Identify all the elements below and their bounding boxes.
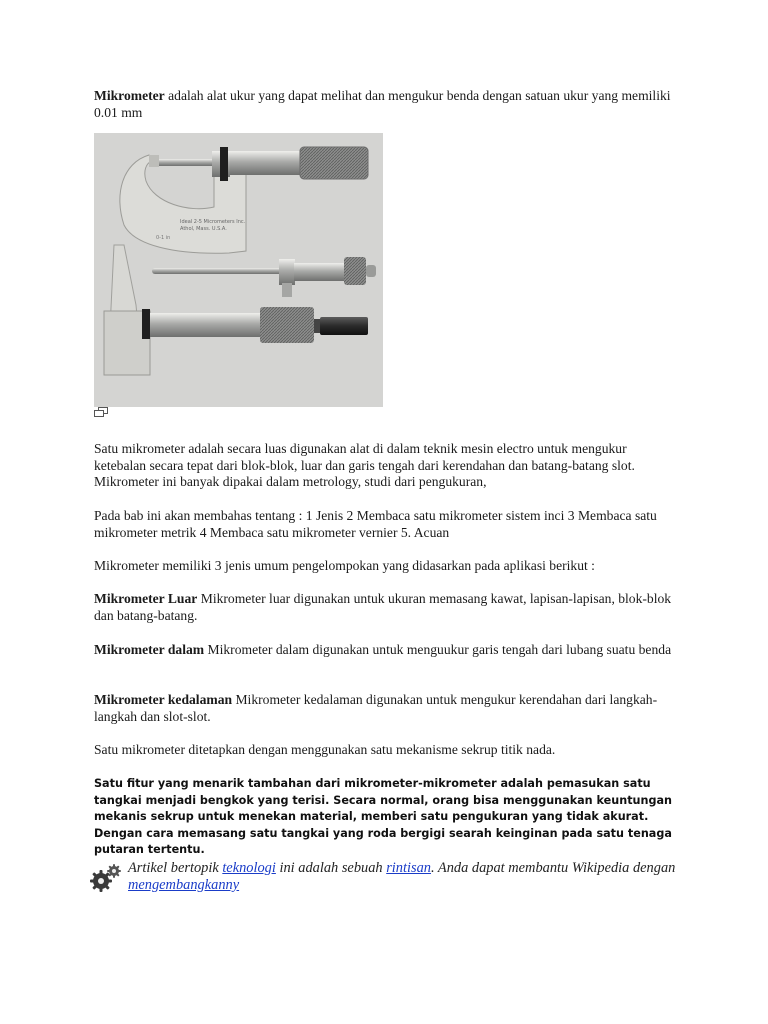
link-mengembangkan[interactable]: mengembangkanny	[128, 877, 240, 893]
text-dalam: Mikrometer dalam digunakan untuk menguukur garis tengah dari lubang suatu benda	[204, 642, 672, 657]
paragraph-5: Satu fitur yang menarik tambahan dari mikrometer-mikrometer adalah pemasukan satu tangkai menjadi bengkok yang terisi. Secara normal, orang bisa menggunakan keuntungan mekanis sekrup untuk menekan material, memberi satu pengukuran yang tidak akurat. Dengan cara memasang satu tangkai yang roda bergigi searah keinginan pada satu tenaga putaran tertentu.	[94, 777, 673, 856]
text-kedalaman: Mikrometer kedalaman digunakan untuk mengukur kerendahan dari langkah-langkah dan slot-slot.	[94, 692, 658, 724]
caliper-text-1: Ideal 2-5 Micrometers Inc.	[180, 219, 246, 225]
caliper-text-2: Athol, Mass. U.S.A.	[180, 226, 227, 232]
term-luar: Mikrometer Luar	[94, 591, 198, 606]
paragraph-dalam	[94, 642, 679, 659]
image-placeholder-icon	[94, 407, 108, 417]
micrometer-illustration	[94, 133, 383, 407]
text-luar: Mikrometer luar digunakan untuk ukuran memasang kawat, lapisan-lapisan, blok-blok dan batang-batang.	[94, 591, 672, 623]
micrometer-photo	[94, 133, 383, 407]
intro-text: adalah alat ukur yang dapat melihat dan mengukur benda dengan satuan ukur yang memiliki 0.01 mm	[94, 88, 671, 120]
link-teknologi[interactable]: teknologi	[222, 860, 276, 876]
gears-icon	[90, 862, 122, 894]
paragraph-2: Pada bab ini akan membahas tentang : 1 Jenis 2 Membaca satu mikrometer sistem inci 3 Membaca satu mikrometer metrik 4 Membaca satu mikrometer vernier 5. Acuan	[94, 508, 657, 540]
stub-notice	[90, 860, 690, 900]
paragraph-1: Satu mikrometer adalah secara luas digunakan alat di dalam teknik mesin electro untuk mengukur ketebalan secara tepat dari blok-blok, luar dan garis tengah dari kerendahan dan batang-batang slot. Mikrometer ini banyak dipakai dalam metrology, studi dari pengukuran,	[94, 441, 635, 489]
paragraph-luar	[94, 591, 679, 624]
term-kedalaman: Mikrometer kedalaman	[94, 692, 233, 707]
stub-text-2: ini adalah sebuah	[275, 860, 387, 876]
intro-paragraph	[94, 88, 679, 121]
intro-term: Mikrometer	[94, 88, 165, 103]
stub-text	[128, 860, 688, 894]
paragraph-kedalaman	[94, 692, 679, 725]
term-dalam: Mikrometer dalam	[94, 642, 205, 657]
caliper-text-3: 0-1 in	[156, 235, 171, 241]
paragraph-4: Satu mikrometer ditetapkan dengan menggunakan satu mekanisme sekrup titik nada.	[94, 742, 556, 757]
link-rintisan[interactable]: rintisan	[386, 860, 431, 876]
paragraph-3: Mikrometer memiliki 3 jenis umum pengelompokan yang didasarkan pada aplikasi berikut :	[94, 558, 595, 573]
stub-text-1: Artikel bertopik	[128, 860, 223, 876]
stub-text-3: . Anda dapat membantu Wikipedia dengan	[430, 860, 676, 876]
